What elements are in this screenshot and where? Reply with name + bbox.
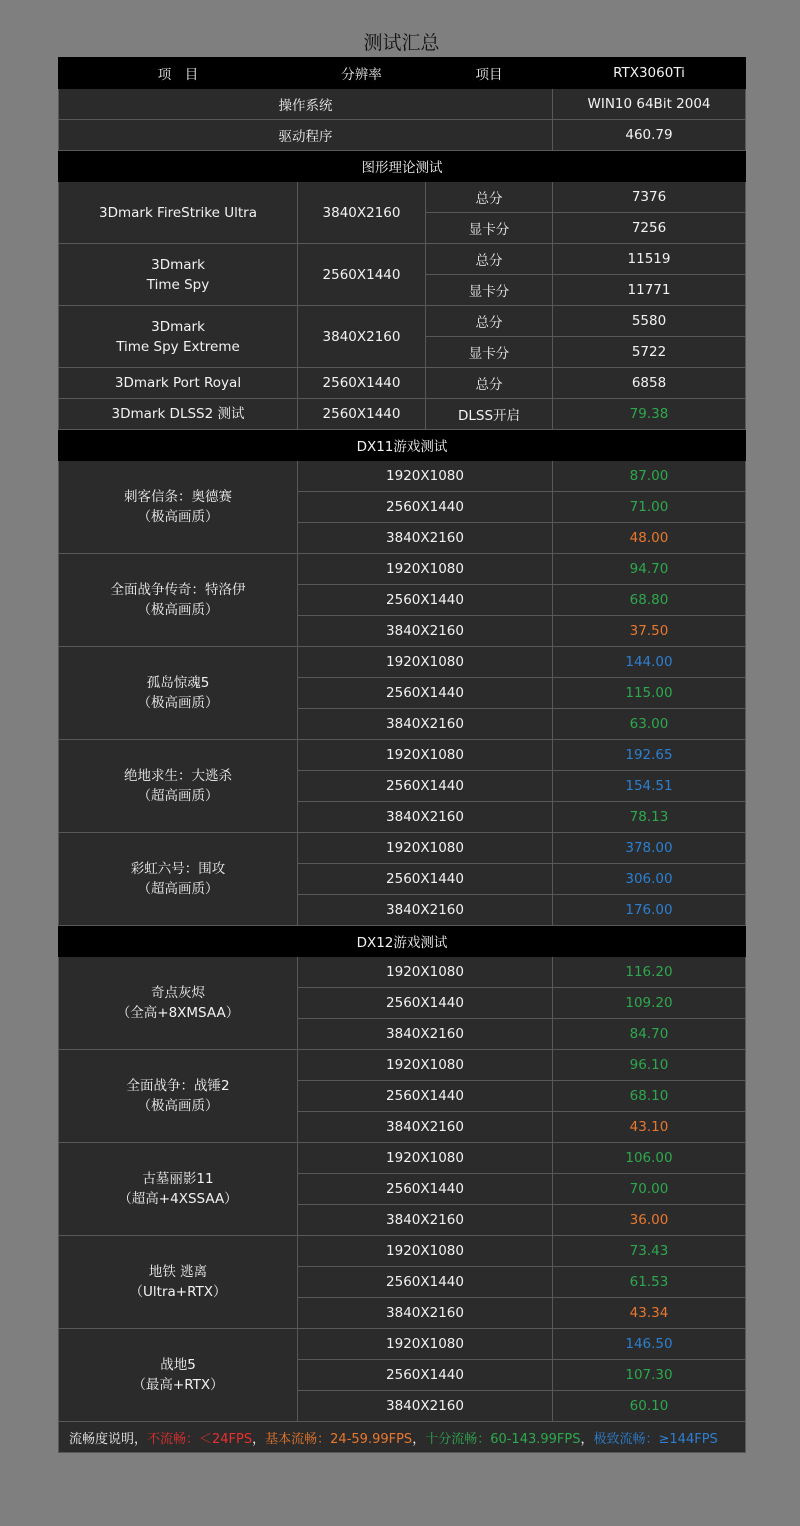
legend-part: ， bbox=[580, 1431, 594, 1447]
test-name-line: 古墓丽影11 bbox=[142, 1171, 214, 1187]
resolution-cell: 3840X2160 bbox=[298, 1112, 553, 1143]
test-name-line: 绝地求生：大逃杀 bbox=[124, 768, 232, 784]
fps-cell: 144.00 bbox=[553, 647, 746, 678]
score-cell: 5722 bbox=[553, 337, 746, 368]
theory-row bbox=[59, 368, 746, 399]
theory-row bbox=[59, 182, 746, 213]
game-row bbox=[59, 647, 746, 678]
test-name-line: （超高+4XSSAA） bbox=[118, 1191, 238, 1207]
legend-part: 十分流畅：60-143.99FPS bbox=[425, 1431, 581, 1447]
system-row bbox=[59, 89, 746, 120]
resolution-cell: 2560X1440 bbox=[298, 399, 426, 430]
test-name-cell bbox=[59, 1050, 298, 1143]
page-title: 测试汇总 bbox=[363, 32, 440, 54]
column-header: 项目 bbox=[426, 58, 553, 89]
header-row bbox=[59, 58, 746, 89]
fps-cell: 73.43 bbox=[553, 1236, 746, 1267]
resolution-cell: 3840X2160 bbox=[298, 802, 553, 833]
fps-cell: 94.70 bbox=[553, 554, 746, 585]
legend-part: 流畅度说明， bbox=[69, 1431, 148, 1447]
fps-cell: 43.34 bbox=[553, 1298, 746, 1329]
fps-cell: 68.10 bbox=[553, 1081, 746, 1112]
fps-cell: 154.51 bbox=[553, 771, 746, 802]
fps-cell: 116.20 bbox=[553, 957, 746, 988]
item-cell: 总分 bbox=[426, 306, 553, 337]
item-cell: 显卡分 bbox=[426, 213, 553, 244]
resolution-cell: 2560X1440 bbox=[298, 1267, 553, 1298]
fps-cell: 84.70 bbox=[553, 1019, 746, 1050]
fps-cell: 87.00 bbox=[553, 461, 746, 492]
section-title: DX12游戏测试 bbox=[59, 926, 746, 957]
fps-cell: 192.65 bbox=[553, 740, 746, 771]
fps-cell: 146.50 bbox=[553, 1329, 746, 1360]
game-row bbox=[59, 554, 746, 585]
section-row bbox=[59, 430, 746, 461]
theory-row bbox=[59, 399, 746, 430]
resolution-cell: 3840X2160 bbox=[298, 1019, 553, 1050]
resolution-cell: 3840X2160 bbox=[298, 1205, 553, 1236]
test-name-line: 战地5 bbox=[160, 1357, 196, 1373]
resolution-cell: 2560X1440 bbox=[298, 585, 553, 616]
column-header: 分辨率 bbox=[298, 58, 426, 89]
score-cell: 6858 bbox=[553, 368, 746, 399]
fps-cell: 37.50 bbox=[553, 616, 746, 647]
game-row bbox=[59, 1143, 746, 1174]
test-name-line: 3Dmark DLSS2 测试 bbox=[111, 406, 245, 422]
test-name-cell bbox=[59, 399, 298, 430]
test-name-cell bbox=[59, 740, 298, 833]
resolution-cell: 1920X1080 bbox=[298, 461, 553, 492]
resolution-cell: 2560X1440 bbox=[298, 244, 426, 306]
legend-part: ， bbox=[252, 1431, 266, 1447]
fps-cell: 115.00 bbox=[553, 678, 746, 709]
test-name-line: 3Dmark FireStrike Ultra bbox=[98, 204, 257, 221]
resolution-cell: 3840X2160 bbox=[298, 182, 426, 244]
fps-cell: 36.00 bbox=[553, 1205, 746, 1236]
game-row bbox=[59, 461, 746, 492]
section-row bbox=[59, 926, 746, 957]
score-cell: 7376 bbox=[553, 182, 746, 213]
resolution-cell: 1920X1080 bbox=[298, 1143, 553, 1174]
fps-cell: 61.53 bbox=[553, 1267, 746, 1298]
test-name-line: （超高画质） bbox=[137, 881, 219, 897]
fps-cell: 96.10 bbox=[553, 1050, 746, 1081]
fps-cell: 63.00 bbox=[553, 709, 746, 740]
system-row bbox=[59, 120, 746, 151]
item-cell: DLSS开启 bbox=[426, 399, 553, 430]
test-name-cell bbox=[59, 554, 298, 647]
legend-part: 不流畅：＜24FPS bbox=[147, 1431, 253, 1447]
game-row bbox=[59, 740, 746, 771]
test-name-cell bbox=[59, 368, 298, 399]
test-name-cell bbox=[59, 833, 298, 926]
resolution-cell: 3840X2160 bbox=[298, 895, 553, 926]
item-cell: 总分 bbox=[426, 244, 553, 275]
test-name-line: （最高+RTX） bbox=[132, 1377, 224, 1393]
fps-cell: 70.00 bbox=[553, 1174, 746, 1205]
resolution-cell: 3840X2160 bbox=[298, 306, 426, 368]
test-name-cell bbox=[59, 647, 298, 740]
test-name-line: （极高画质） bbox=[137, 509, 219, 525]
score-cell: 79.38 bbox=[553, 399, 746, 430]
test-name-line: Time Spy Extreme bbox=[116, 338, 240, 355]
resolution-cell: 2560X1440 bbox=[298, 368, 426, 399]
test-name-line: 孤岛惊魂5 bbox=[146, 675, 210, 691]
legend-part: ， bbox=[412, 1431, 426, 1447]
item-cell: 总分 bbox=[426, 368, 553, 399]
test-name-cell bbox=[59, 1143, 298, 1236]
test-name-line: （极高画质） bbox=[137, 1098, 219, 1114]
benchmark-summary-table bbox=[58, 57, 746, 1453]
resolution-cell: 3840X2160 bbox=[298, 1391, 553, 1422]
test-name-line: 3Dmark bbox=[151, 256, 205, 273]
legend-part: 极致流畅：≥144FPS bbox=[593, 1431, 718, 1447]
test-name-line: 奇点灰烬 bbox=[151, 985, 205, 1001]
fps-cell: 306.00 bbox=[553, 864, 746, 895]
fps-cell: 68.80 bbox=[553, 585, 746, 616]
resolution-cell: 1920X1080 bbox=[298, 554, 553, 585]
resolution-cell: 2560X1440 bbox=[298, 988, 553, 1019]
resolution-cell: 2560X1440 bbox=[298, 771, 553, 802]
score-cell: 7256 bbox=[553, 213, 746, 244]
test-name-line: （极高画质） bbox=[137, 602, 219, 618]
test-name-cell bbox=[59, 1329, 298, 1422]
system-value: WIN10 64Bit 2004 bbox=[553, 89, 746, 120]
resolution-cell: 1920X1080 bbox=[298, 957, 553, 988]
system-label: 操作系统 bbox=[59, 89, 553, 120]
test-name-cell bbox=[59, 306, 298, 368]
section-title: 图形理论测试 bbox=[59, 151, 746, 182]
game-row bbox=[59, 1329, 746, 1360]
system-value: 460.79 bbox=[553, 120, 746, 151]
legend-row bbox=[59, 1422, 746, 1453]
fps-cell: 43.10 bbox=[553, 1112, 746, 1143]
test-name-line: 刺客信条：奥德赛 bbox=[124, 489, 232, 505]
resolution-cell: 2560X1440 bbox=[298, 1081, 553, 1112]
game-row bbox=[59, 957, 746, 988]
test-name-line: （超高画质） bbox=[137, 788, 219, 804]
score-cell: 11519 bbox=[553, 244, 746, 275]
system-label: 驱动程序 bbox=[59, 120, 553, 151]
item-cell: 总分 bbox=[426, 182, 553, 213]
test-name-cell bbox=[59, 957, 298, 1050]
test-name-line: 彩虹六号：围攻 bbox=[130, 861, 226, 877]
game-row bbox=[59, 833, 746, 864]
fps-cell: 71.00 bbox=[553, 492, 746, 523]
resolution-cell: 2560X1440 bbox=[298, 1174, 553, 1205]
fps-cell: 48.00 bbox=[553, 523, 746, 554]
fps-cell: 109.20 bbox=[553, 988, 746, 1019]
score-cell: 11771 bbox=[553, 275, 746, 306]
fps-cell: 378.00 bbox=[553, 833, 746, 864]
test-name-cell bbox=[59, 182, 298, 244]
resolution-cell: 3840X2160 bbox=[298, 1298, 553, 1329]
test-name-line: 地铁 逃离 bbox=[148, 1264, 208, 1280]
fps-cell: 107.30 bbox=[553, 1360, 746, 1391]
test-name-line: 全面战争传奇：特洛伊 bbox=[110, 582, 246, 598]
resolution-cell: 1920X1080 bbox=[298, 1236, 553, 1267]
legend-cell bbox=[59, 1422, 746, 1453]
column-header: RTX3060Ti bbox=[553, 58, 746, 89]
resolution-cell: 2560X1440 bbox=[298, 1360, 553, 1391]
test-name-line: Time Spy bbox=[146, 276, 210, 293]
fps-cell: 60.10 bbox=[553, 1391, 746, 1422]
resolution-cell: 1920X1080 bbox=[298, 1329, 553, 1360]
item-cell: 显卡分 bbox=[426, 275, 553, 306]
test-name-line: （全高+8XMSAA） bbox=[116, 1005, 240, 1021]
test-name-line: 3Dmark Port Royal bbox=[114, 375, 242, 391]
resolution-cell: 2560X1440 bbox=[298, 492, 553, 523]
theory-row bbox=[59, 306, 746, 337]
test-name-cell bbox=[59, 244, 298, 306]
resolution-cell: 3840X2160 bbox=[298, 709, 553, 740]
theory-row bbox=[59, 244, 746, 275]
resolution-cell: 2560X1440 bbox=[298, 678, 553, 709]
test-name-line: 3Dmark bbox=[151, 318, 205, 335]
test-name-cell bbox=[59, 1236, 298, 1329]
test-name-line: 全面战争：战锤2 bbox=[126, 1078, 230, 1094]
item-cell: 显卡分 bbox=[426, 337, 553, 368]
resolution-cell: 1920X1080 bbox=[298, 740, 553, 771]
section-row bbox=[59, 151, 746, 182]
game-row bbox=[59, 1050, 746, 1081]
resolution-cell: 3840X2160 bbox=[298, 523, 553, 554]
resolution-cell: 2560X1440 bbox=[298, 864, 553, 895]
test-name-cell bbox=[59, 461, 298, 554]
fps-cell: 78.13 bbox=[553, 802, 746, 833]
score-cell: 5580 bbox=[553, 306, 746, 337]
resolution-cell: 1920X1080 bbox=[298, 647, 553, 678]
column-header: 项 目 bbox=[59, 58, 298, 89]
resolution-cell: 1920X1080 bbox=[298, 1050, 553, 1081]
fps-cell: 176.00 bbox=[553, 895, 746, 926]
resolution-cell: 1920X1080 bbox=[298, 833, 553, 864]
legend-part: 基本流畅：24-59.99FPS bbox=[265, 1431, 413, 1447]
test-name-line: （Ultra+RTX） bbox=[129, 1284, 227, 1300]
game-row bbox=[59, 1236, 746, 1267]
test-name-line: （极高画质） bbox=[137, 695, 219, 711]
resolution-cell: 3840X2160 bbox=[298, 616, 553, 647]
fps-cell: 106.00 bbox=[553, 1143, 746, 1174]
section-title: DX11游戏测试 bbox=[59, 430, 746, 461]
